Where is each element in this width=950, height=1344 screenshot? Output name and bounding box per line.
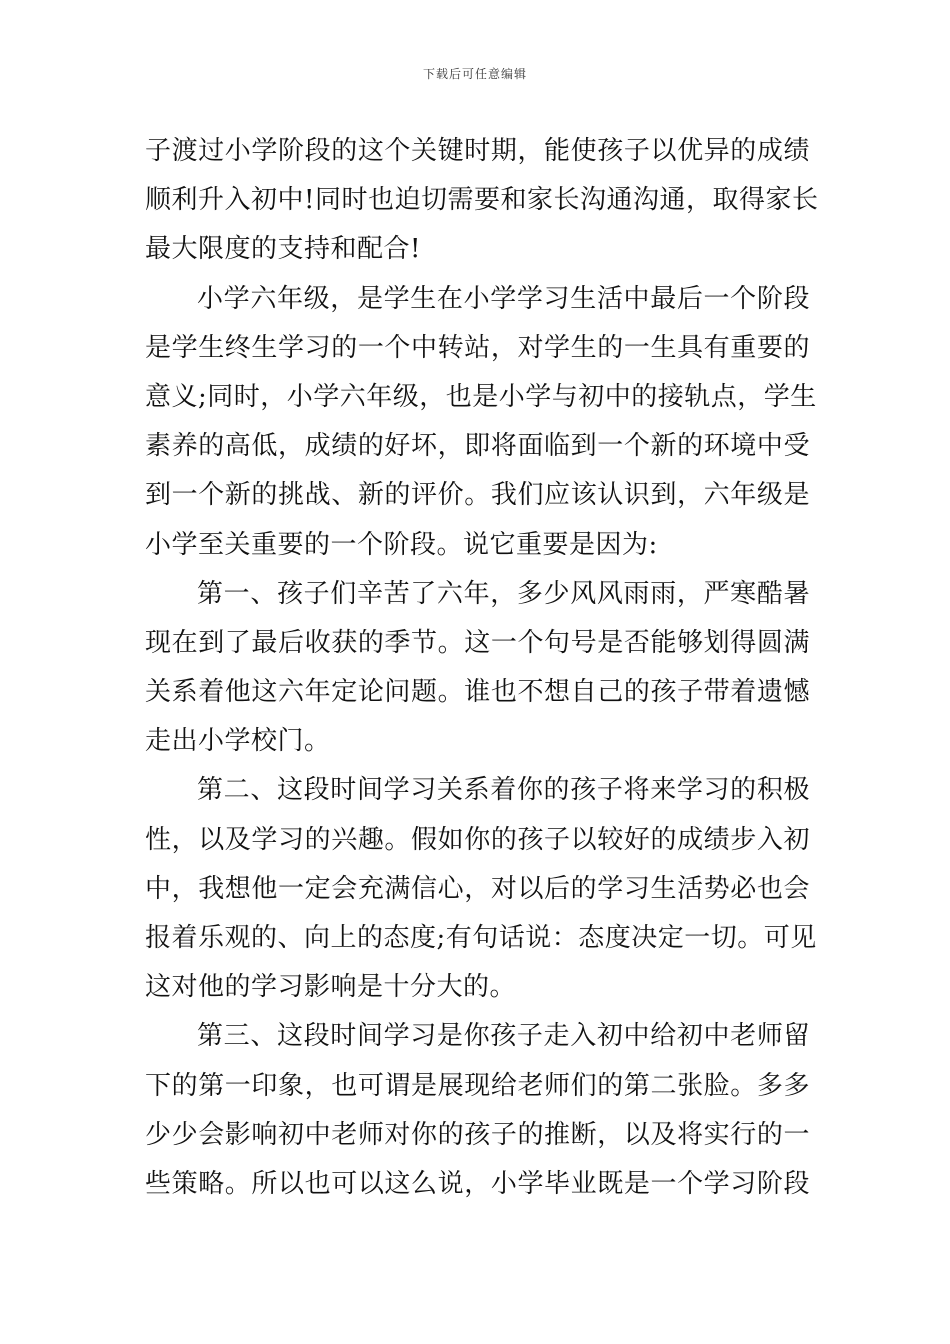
text-line: 些策略。所以也可以这么说，小学毕业既是一个学习阶段: [145, 1168, 810, 1199]
text-line: 顺利升入初中!同时也迫切需要和家长沟通沟通，取得家长: [145, 185, 819, 216]
text-line: 是学生终生学习的一个中转站，对学生的一生具有重要的: [145, 332, 810, 363]
text-line: 现在到了最后收获的季节。这一个句号是否能够划得圆满: [145, 627, 810, 658]
document-body: [145, 127, 819, 1209]
text-line: 关系着他这六年定论问题。谁也不想自己的孩子带着遗憾: [145, 677, 810, 708]
text-line: 素养的高低，成绩的好坏，即将面临到一个新的环境中受: [145, 431, 810, 462]
text-line: 小学六年级，是学生在小学学习生活中最后一个阶段: [197, 283, 810, 314]
text-line: 少少会影响初中老师对你的孩子的推断，以及将实行的一: [145, 1119, 810, 1150]
text-line: 意义;同时，小学六年级，也是小学与初中的接轨点，学生: [145, 381, 817, 412]
text-line: 下的第一印象，也可谓是展现给老师们的第二张脸。多多: [145, 1070, 810, 1101]
text-line: 中，我想他一定会充满信心，对以后的学习生活势必也会: [145, 873, 810, 904]
text-line: 这对他的学习影响是十分大的。: [145, 972, 517, 1003]
text-line: 子渡过小学阶段的这个关键时期，能使孩子以优异的成绩: [145, 136, 810, 166]
text-line: 报着乐观的、向上的态度;有句话说：态度决定一切。可见: [145, 923, 817, 953]
text-line: 最大限度的支持和配合!: [145, 234, 421, 265]
text-line: 第三、这段时间学习是你孩子走入初中给初中老师留: [197, 1021, 810, 1052]
text-line: 第二、这段时间学习关系着你的孩子将来学习的积极: [197, 775, 810, 806]
text-line: 到一个新的挑战、新的评价。我们应该认识到，六年级是: [145, 480, 810, 511]
text-line: 走出小学校门。: [145, 726, 331, 757]
page-header: 下载后可任意编辑: [422, 67, 527, 81]
text-line: 第一、孩子们辛苦了六年，多少风风雨雨，严寒酷暑: [197, 578, 810, 609]
text-line: 性，以及学习的兴趣。假如你的孩子以较好的成绩步入初: [145, 824, 810, 855]
text-line: 小学至关重要的一个阶段。说它重要是因为:: [145, 529, 658, 560]
